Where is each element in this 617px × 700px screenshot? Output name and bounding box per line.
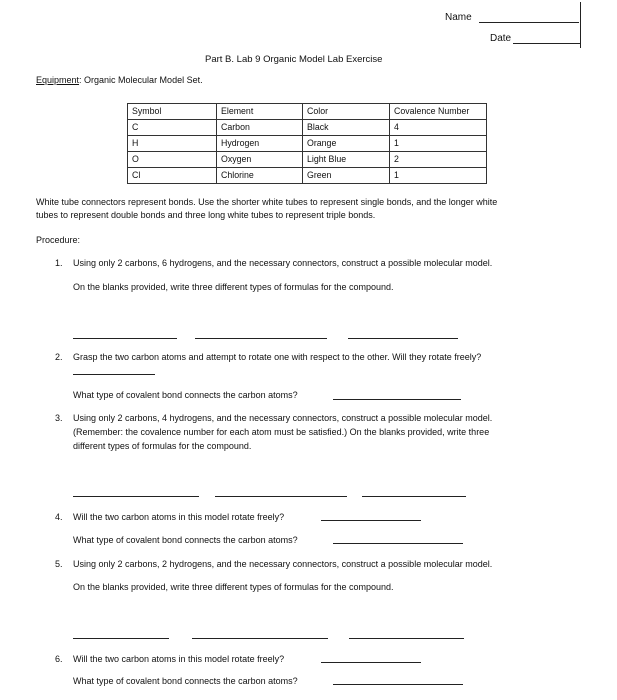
q2-bond-question: What type of covalent bond connects the carbon atoms? xyxy=(73,390,298,400)
q5-blank-2[interactable] xyxy=(192,638,328,639)
q5-instructions: On the blanks provided, write three different types of formulas for the compound. xyxy=(73,582,394,592)
q1-text: Using only 2 carbons, 6 hydrogens, and the necessary connectors, construct a possible molecular model. xyxy=(73,258,493,268)
page-title: Part B. Lab 9 Organic Model Lab Exercise xyxy=(205,54,383,65)
q1-instructions: On the blanks provided, write three different types of formulas for the compound. xyxy=(73,282,394,292)
q5-blank-3[interactable] xyxy=(349,638,464,639)
equipment-text: : Organic Molecular Model Set. xyxy=(79,75,203,85)
table-cell: C xyxy=(128,120,217,136)
header-border xyxy=(580,2,581,48)
q5-number: 5. xyxy=(55,559,63,569)
q3-text-line-1: Using only 2 carbons, 4 hydrogens, and the necessary connectors, construct a possible molecular model. xyxy=(73,413,493,423)
table-header-cell: Element xyxy=(217,104,303,120)
intro-line-1: White tube connectors represent bonds. Use the shorter white tubes to represent single bonds, and the longer white xyxy=(36,197,498,207)
element-table xyxy=(127,103,487,184)
table-row xyxy=(128,152,487,168)
name-blank[interactable] xyxy=(479,22,579,23)
q1-blank-2[interactable] xyxy=(195,338,327,339)
q2-bond-blank[interactable] xyxy=(333,399,461,400)
q3-blank-1[interactable] xyxy=(73,496,199,497)
table-cell: 2 xyxy=(390,152,487,168)
q6-number: 6. xyxy=(55,654,63,664)
q6-bond-blank[interactable] xyxy=(333,684,463,685)
q6-text: Will the two carbon atoms in this model rotate freely? xyxy=(73,654,285,664)
table-cell: Hydrogen xyxy=(217,136,303,152)
table-row xyxy=(128,136,487,152)
table-cell: 4 xyxy=(390,120,487,136)
table-row xyxy=(128,120,487,136)
table-cell: H xyxy=(128,136,217,152)
q4-bond-question: What type of covalent bond connects the carbon atoms? xyxy=(73,535,298,545)
table-cell: Chlorine xyxy=(217,168,303,184)
table-cell: O xyxy=(128,152,217,168)
table-header-cell: Covalence Number xyxy=(390,104,487,120)
q1-number: 1. xyxy=(55,258,63,268)
table-cell: 1 xyxy=(390,168,487,184)
q5-text: Using only 2 carbons, 2 hydrogens, and the necessary connectors, construct a possible molecular model. xyxy=(73,559,493,569)
q6-bond-question: What type of covalent bond connects the carbon atoms? xyxy=(73,676,298,686)
table-cell: Carbon xyxy=(217,120,303,136)
table-cell: Black xyxy=(303,120,390,136)
name-label: Name xyxy=(445,12,472,23)
q4-rotate-blank[interactable] xyxy=(321,520,421,521)
table-cell: 1 xyxy=(390,136,487,152)
intro-line-2: tubes to represent double bonds and three long white tubes to represent triple bonds. xyxy=(36,210,376,220)
equipment-label: Equipment xyxy=(36,75,80,85)
table-cell: Orange xyxy=(303,136,390,152)
q1-blank-1[interactable] xyxy=(73,338,177,339)
date-blank[interactable] xyxy=(513,43,581,44)
table-row xyxy=(128,168,487,184)
q6-rotate-blank[interactable] xyxy=(321,662,421,663)
procedure-label: Procedure: xyxy=(36,235,81,245)
table-cell: Light Blue xyxy=(303,152,390,168)
table-header-row xyxy=(128,104,487,120)
q3-blank-3[interactable] xyxy=(362,496,466,497)
table-cell: Green xyxy=(303,168,390,184)
q1-blank-3[interactable] xyxy=(348,338,458,339)
q4-bond-blank[interactable] xyxy=(333,543,463,544)
date-label: Date xyxy=(490,33,512,44)
q4-number: 4. xyxy=(55,512,63,522)
q2-number: 2. xyxy=(55,352,63,362)
q5-blank-1[interactable] xyxy=(73,638,169,639)
table-header-cell: Color xyxy=(303,104,390,120)
table-cell: Cl xyxy=(128,168,217,184)
q3-number: 3. xyxy=(55,413,63,423)
equipment-line xyxy=(36,75,203,85)
q2-text: Grasp the two carbon atoms and attempt to rotate one with respect to the other. Will they rotate freely? xyxy=(73,352,482,362)
q3-text-line-3: different types of formulas for the compound. xyxy=(73,441,252,451)
q3-text-line-2: (Remember: the covalence number for each atom must be satisfied.) On the blanks provided, write three xyxy=(73,427,490,437)
table-header-cell: Symbol xyxy=(128,104,217,120)
q4-text: Will the two carbon atoms in this model rotate freely? xyxy=(73,512,285,522)
q2-rotate-blank[interactable] xyxy=(73,374,155,375)
q3-blank-2[interactable] xyxy=(215,496,347,497)
table-cell: Oxygen xyxy=(217,152,303,168)
